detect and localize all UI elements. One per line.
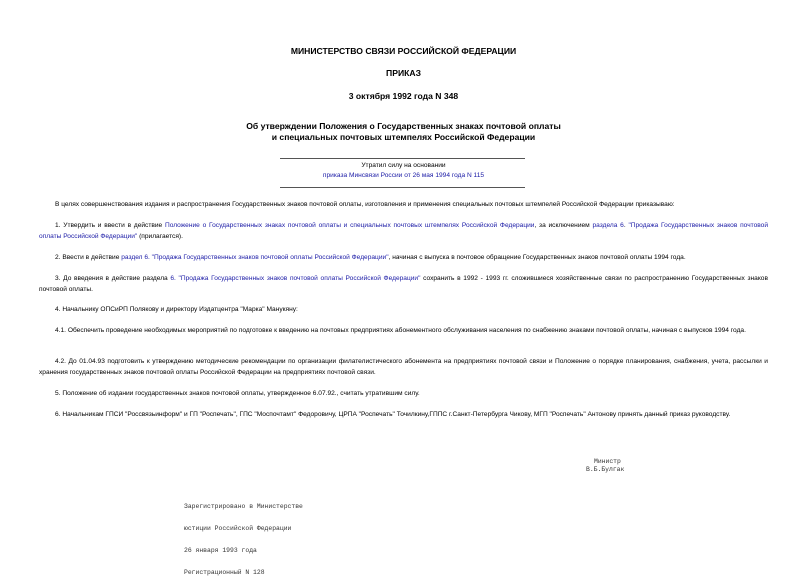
- p1-text-b: , за исключением: [534, 222, 593, 229]
- p1-text-c: .: [623, 222, 629, 229]
- paragraph-2: [39, 253, 768, 264]
- paragraph-4: 4. Начальнику ОПСиРП Полякову и директору Издатцентра "Марка" Манукяну:: [55, 306, 298, 313]
- registration-line3: 26 января 1993 года: [184, 547, 257, 555]
- p1-link-section6-title[interactable]: "Продажа Государственных знаков почтовой оплаты Российской Федерации": [39, 222, 769, 240]
- doc-title-line1: Об утверждении Положения о Государственных знаках почтовой оплаты: [246, 121, 561, 131]
- p2-text-a: 2. Ввести в действие: [55, 254, 122, 261]
- status-note-link[interactable]: приказа Минсвязи России от 26 мая 1994 года N 115: [322, 172, 485, 179]
- paragraph-3: [39, 274, 768, 295]
- signature-role: Министр: [594, 458, 621, 465]
- paragraph-1: [39, 221, 768, 242]
- p3-link-section6[interactable]: 6. "Продажа Государственных знаков почтовой оплаты Российской Федерации": [170, 275, 421, 282]
- status-note-line2: [0, 172, 807, 179]
- p3-text-a: 3. До введения в действие раздела: [55, 275, 171, 282]
- registration-block: [184, 488, 303, 584]
- signature-name: В.Б.Булгак: [586, 466, 625, 473]
- doc-title-line2: и специальных почтовых штемпелях Российской Федерации: [271, 132, 536, 142]
- paragraph-intro: В целях совершенствования издания и распространения Государственных знаков почтовой оплаты, изготовления и применения специальных почтовых штемпелей Российской Федерации приказываю:: [55, 201, 675, 208]
- p1-text-a: 1. Утвердить и ввести в действие: [55, 222, 165, 229]
- paragraph-4-2: 4.2. До 01.04.93 подготовить к утверждению методические рекомендации по организации филателистического абонемента на предприятиях почтовой связи и Положение о порядке планирования, снабжения, учета, рассылки и хранения государственных знаков почтовой оплаты Российской Федерации на предприятиях почтовой связи.: [39, 358, 768, 376]
- status-rule-top: [280, 158, 525, 159]
- p2-link-section6[interactable]: раздел 6. "Продажа Государственных знаков почтовой оплаты Российской Федерации": [121, 254, 389, 261]
- doc-title: [0, 121, 807, 143]
- p1-link-section6[interactable]: раздела 6: [592, 222, 624, 229]
- paragraph-5: 5. Положение об издании государственных знаков почтовой оплаты, утвержденное 6.07.92., считать утратившим силу.: [55, 390, 420, 397]
- status-rule-bottom: [280, 187, 525, 188]
- paragraph-4-1: 4.1. Обеспечить проведение необходимых мероприятий по подготовке к введению на почтовых предприятиях абонементного обслуживания населения по снабжению знаками почтовой оплаты, начиная с выпусков 1994 года.: [55, 327, 746, 334]
- p3-text-b: сохранить в 1992 - 1993 гг. сложившиеся хозяйственные связи по распространению Государственных знаков почтовой оплаты.: [39, 275, 768, 293]
- p2-text-b: , начиная с выпуска в почтовое обращение Государственных знаков почтовой оплаты 1994 года.: [388, 254, 686, 261]
- registration-line2: юстиции Российской Федерации: [184, 525, 292, 533]
- doc-type-heading: ПРИКАЗ: [386, 68, 421, 78]
- p1-link-regulation[interactable]: Положение о Государственных знаках почтовой оплаты и специальных почтовых штемпелях Российской Федерации: [164, 222, 535, 229]
- p1-text-d: (прилагается).: [137, 232, 183, 240]
- date-number: 3 октября 1992 года N 348: [348, 91, 459, 101]
- status-note-text: Утратил силу на основании: [361, 162, 446, 169]
- registration-line1: Зарегистрировано в Министерстве: [184, 502, 303, 510]
- paragraph-6: 6. Начальникам ГПСИ "Россвязьинформ" и ГП "Роспечать", ГПС "Моспочтамт" Федоровичу, ЦРПА "Роспечать" Точилкину,ГППС г.Санкт-Петербурга Чикову, МГП "Роспечать" Антонову принять данный приказ руководству.: [55, 411, 731, 418]
- ministry-heading: МИНИСТЕРСТВО СВЯЗИ РОССИЙСКОЙ ФЕДЕРАЦИИ: [290, 46, 517, 56]
- registration-line4: Регистрационный N 128: [184, 569, 265, 577]
